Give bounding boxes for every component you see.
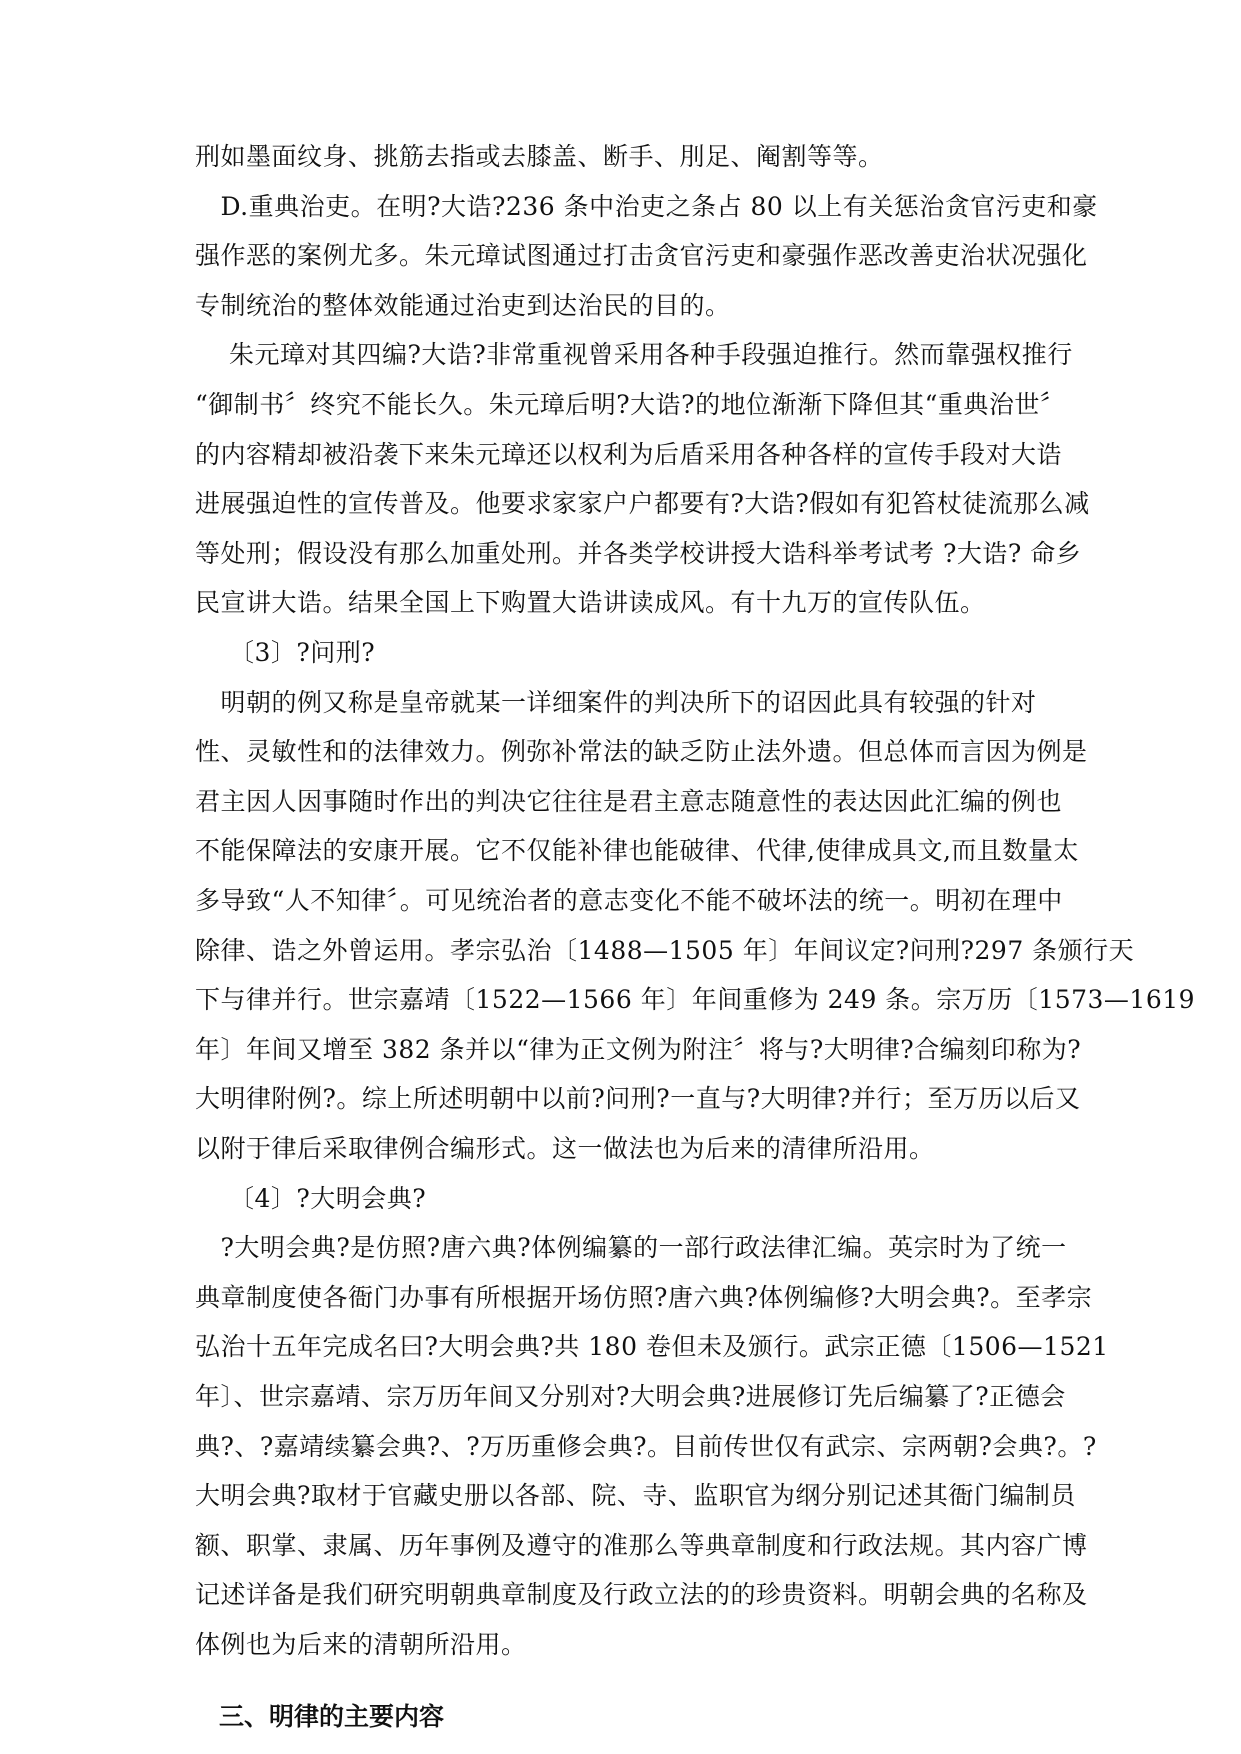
text-line: 典?、?嘉靖续纂会典?、?万历重修会典?。目前传世仅有武宗、宗两朝?会典?。? — [195, 1431, 1097, 1461]
text-line: 年〕、世宗嘉靖、宗万历年间又分别对?大明会典?进展修订先后编纂了?正德会 — [195, 1382, 1066, 1411]
text-line: 朱元璋对其四编?大诰?非常重视曾采用各种手段强迫推行。然而靠强权推行 — [195, 340, 1073, 370]
text-line: 记述详备是我们研究明朝典章制度及行政立法的的珍贵资料。明朝会典的名称及 — [195, 1580, 1088, 1610]
text-line: 多导致“人不知律〞。可见统治者的意志变化不能不破坏法的统一。明初在理中 — [195, 886, 1063, 915]
text-line: 君主因人因事随时作出的判决它往往是君主意志随意性的表达因此汇编的例也 — [195, 786, 1063, 816]
text-line: 民宣讲大诰。结果全国上下购置大诰讲读成风。有十九万的宣传队伍。 — [195, 588, 986, 618]
text-line: 大明会典?取材于官藏史册以各部、院、寺、监职官为纲分别记述其衙门编制员 — [195, 1481, 1076, 1511]
text-line: 除律、诰之外曾运用。孝宗弘治〔1488—1505 年〕年间议定?问刑?297 条颁行天 — [195, 935, 1135, 965]
section-subheading: 〔3〕?问刑? — [195, 638, 376, 667]
text-line: ?大明会典?是仿照?唐六典?体例编纂的一部行政法律汇编。英宗时为了统一 — [195, 1233, 1067, 1263]
text-line: 专制统治的整体效能通过治吏到达治民的目的。 — [195, 290, 731, 320]
section-heading: 三、明律的主要内容 — [219, 1701, 445, 1731]
text-line: 体例也为后来的清朝所沿用。 — [195, 1630, 527, 1659]
text-line: 明朝的例又称是皇帝就某一详细案件的判决所下的诏因此具有较强的针对 — [195, 687, 1037, 717]
text-line: 不能保障法的安康开展。它不仅能补律也能破律、代律,使律成具文,而且数量太 — [195, 836, 1079, 866]
text-line: 强作恶的案例尤多。朱元璋试图通过打击贪官污吏和豪强作恶改善吏治状况强化 — [195, 241, 1088, 271]
section-subheading: 〔4〕?大明会典? — [195, 1183, 427, 1213]
text-line: 的内容精却被沿袭下来朱元璋还以权利为后盾采用各种各样的宣传手段对大诰 — [195, 439, 1063, 469]
text-line: 大明律附例?。综上所述明朝中以前?问刑?一直与?大明律?并行；至万历以后又 — [195, 1084, 1081, 1114]
text-line: 年〕年间又增至 382 条并以“律为正文例为附注〞将与?大明律?合编刻印称为? — [195, 1034, 1082, 1064]
text-line: 以附于律后采取律例合编形式。这一做法也为后来的清律所沿用。 — [195, 1134, 935, 1163]
text-line: 刑如墨面纹身、挑筋去指或去膝盖、断手、刖足、阉割等等。 — [195, 142, 884, 171]
text-line: D.重典治吏。在明?大诰?236 条中治吏之条占 80 以上有关惩治贪官污吏和豪 — [195, 191, 1098, 221]
text-line: 等处刑；假设没有那么加重处刑。并各类学校讲授大诰科举考试考 ?大诰? 命乡 — [195, 538, 1082, 568]
text-line: 弘治十五年完成名曰?大明会典?共 180 卷但未及颁行。武宗正德〔1506—1521 — [195, 1332, 1109, 1362]
text-line: 性、灵敏性和的法律效力。例弥补常法的缺乏防止法外遗。但总体而言因为例是 — [195, 737, 1088, 767]
text-line: 额、职掌、隶属、历年事例及遵守的准那么等典章制度和行政法规。其内容广博 — [195, 1530, 1088, 1560]
text-line: 典章制度使各衙门办事有所根据开场仿照?唐六典?体例编修?大明会典?。至孝宗 — [195, 1282, 1093, 1312]
text-line: 下与律并行。世宗嘉靖〔1522—1566 年〕年间重修为 249 条。宗万历〔1573—1619 — [195, 985, 1196, 1015]
text-line: 进展强迫性的宣传普及。他要求家家户户都要有?大诰?假如有犯笞杖徒流那么减 — [195, 489, 1090, 519]
text-line: “御制书〞终究不能长久。朱元璋后明?大诰?的地位渐渐下降但其“重典治世〞 — [195, 390, 1066, 419]
